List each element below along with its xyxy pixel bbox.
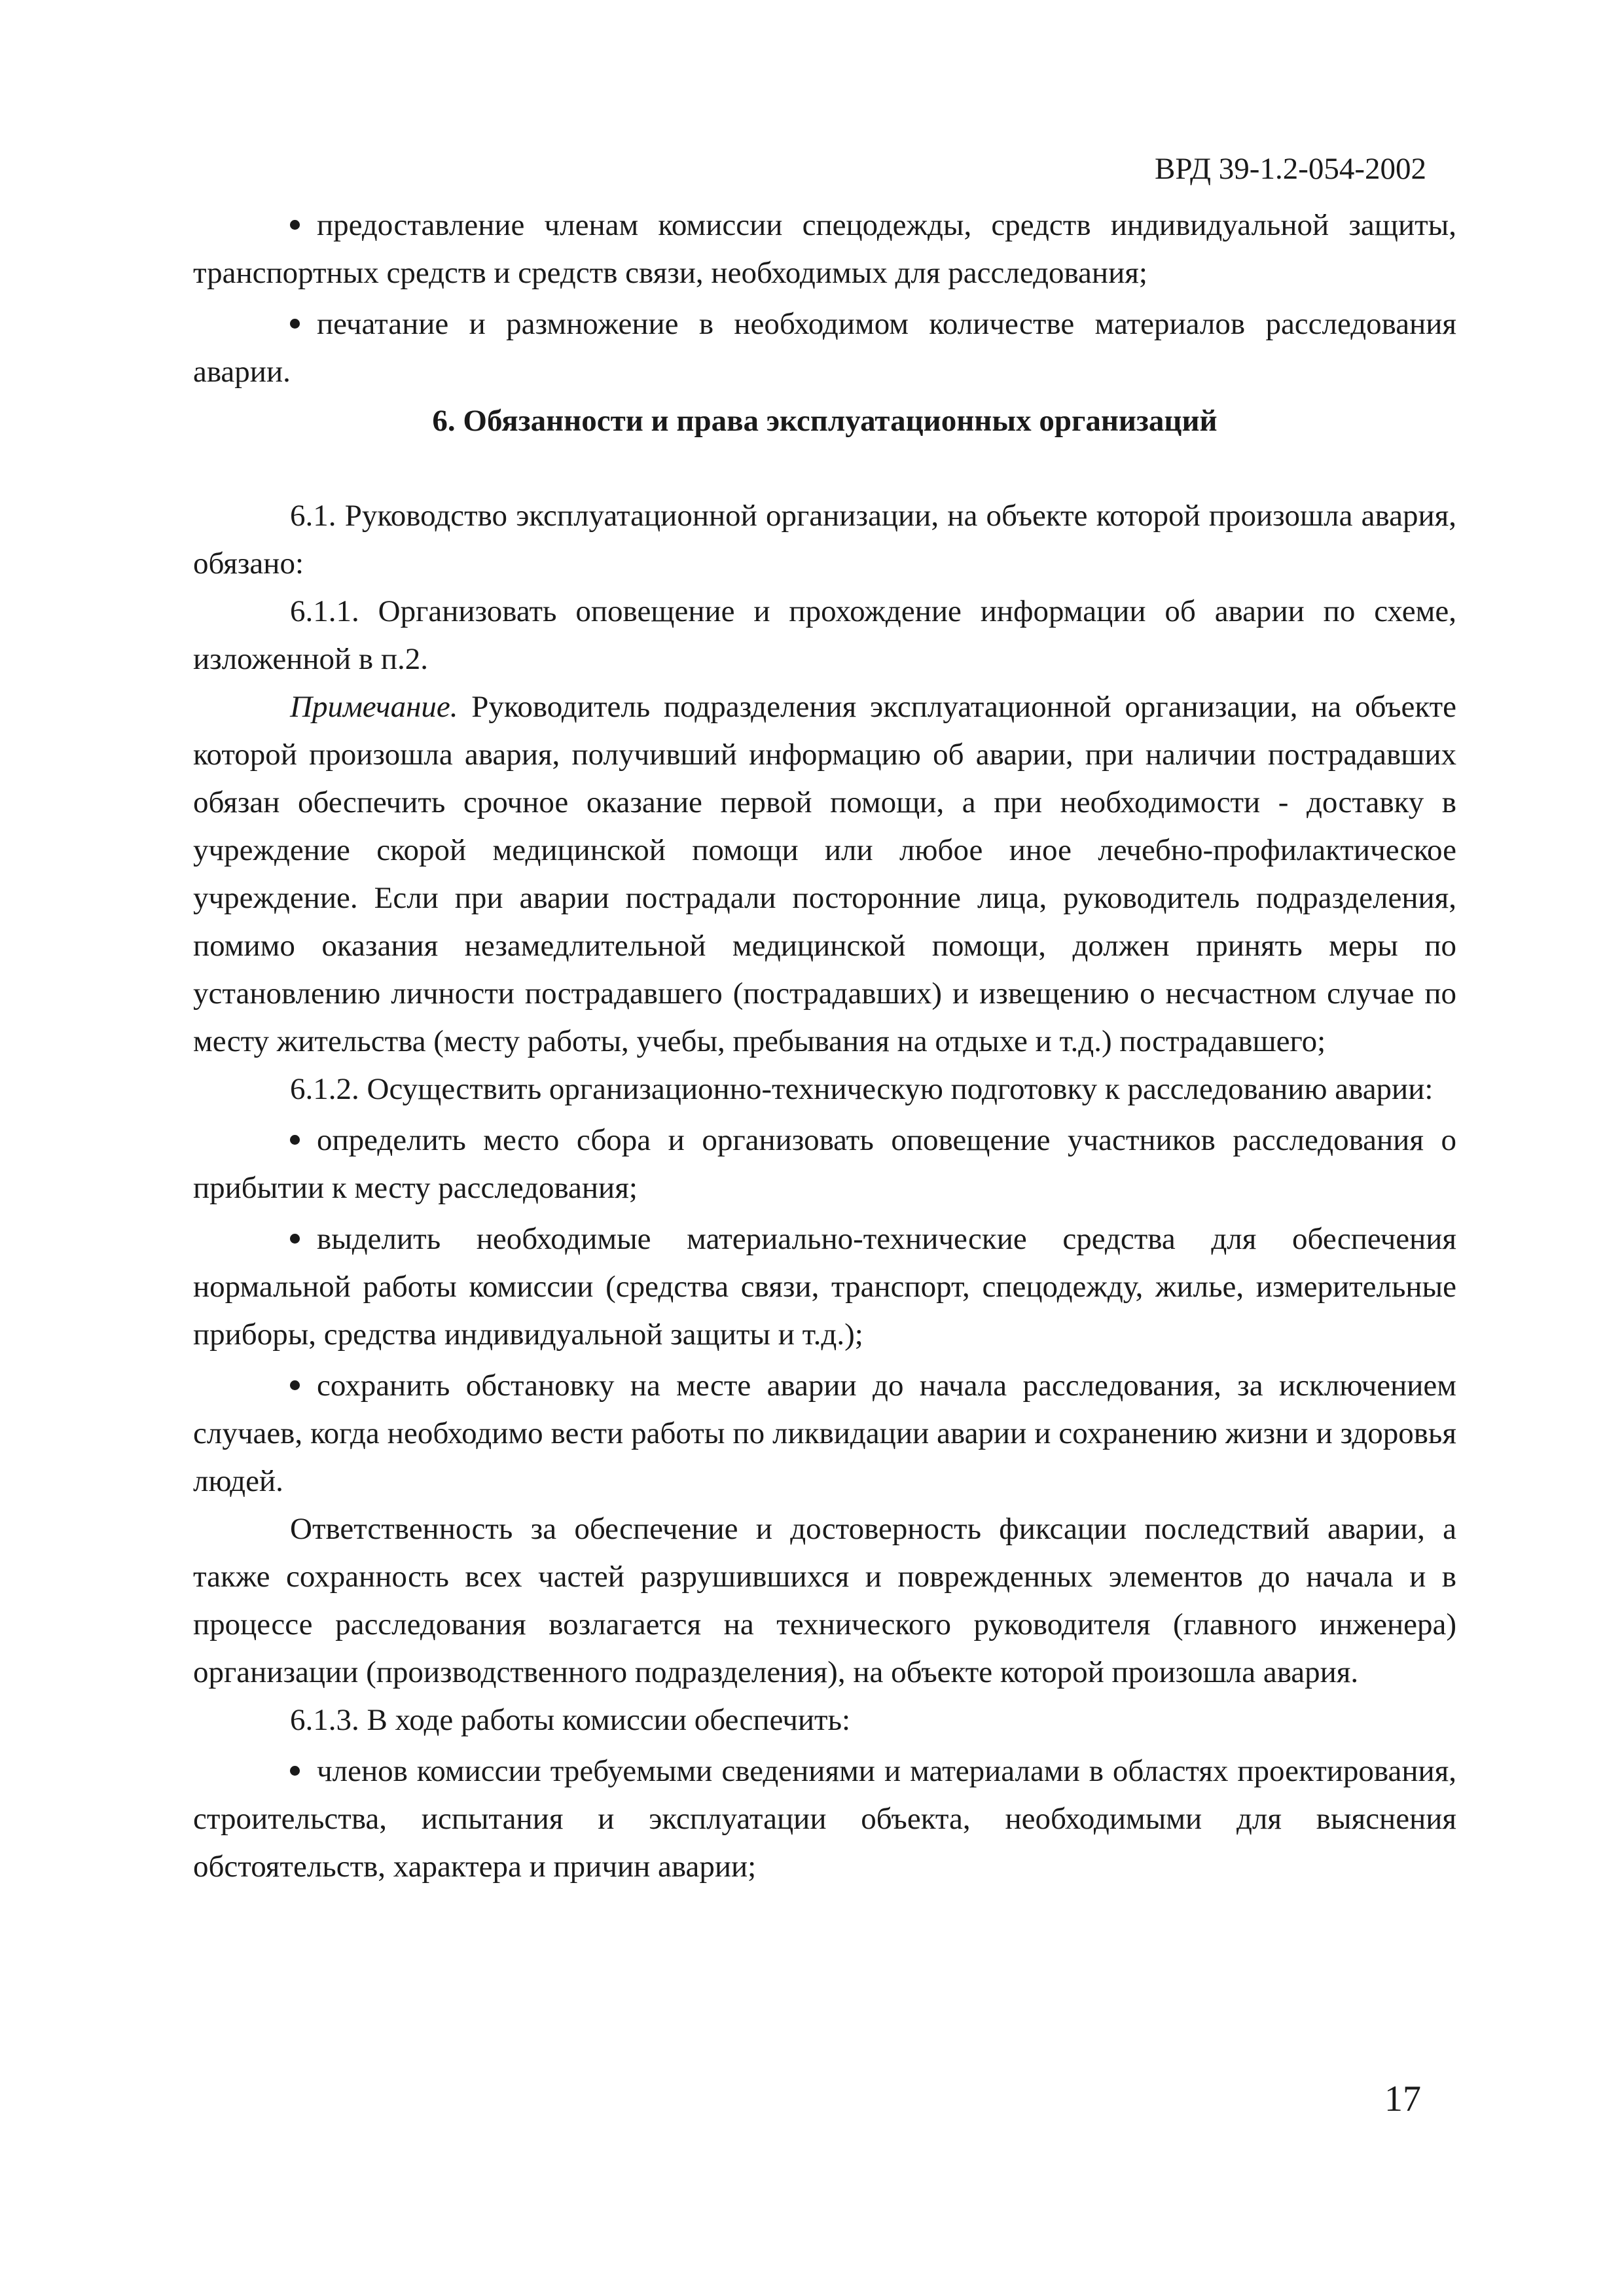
bullet-item xyxy=(193,1215,1456,1359)
paragraph-6-1: 6.1. Руководство эксплуатационной организации, на объекте которой произошла авария, обязано: xyxy=(193,499,1456,581)
bullet-item xyxy=(193,202,1456,297)
bullet-icon xyxy=(290,1766,300,1776)
responsibility-paragraph: Ответственность за обеспечение и достоверность фиксации последствий аварии, а также сохранность всех частей разрушившихся и поврежденных элементов до начала и в процессе расследования возлагается на технического руководителя (главного инженера) организации (производственного подразделения), на объекте которой произошла авария. xyxy=(193,1512,1456,1689)
document-code-header: ВРД 39-1.2-054-2002 xyxy=(1155,152,1426,186)
bullet-item xyxy=(193,1117,1456,1212)
note-text: Руководитель подразделения эксплуатационной организации, на объекте которой произошла авария, получивший информацию об аварии, при наличии пострадавших обязан обеспечить срочное оказание первой помощи, а при необходимости - доставку в учреждение скорой медицинской помощи или любое иное лечебно-профилактическое учреждение. Если при аварии пострадали посторонние лица, руководитель подразделения, помимо оказания незамедлительной медицинской помощи, должен принять меры по установлению личности пострадавшего (пострадавших) и извещению о несчастном случае по месту жительства (месту работы, учебы, пребывания на отдыхе и т.д.) пострадавшего; xyxy=(193,690,1456,1058)
paragraph-6-1-3: 6.1.3. В ходе работы комиссии обеспечить: xyxy=(290,1703,851,1737)
bullet-text: выделить необходимые материально-технические средства для обеспечения нормальной работы комиссии (средства связи, транспорт, спецодежду, жилье, измерительные приборы, средства индивидуальной защиты и т.д.); xyxy=(193,1222,1456,1352)
bullet-text: сохранить обстановку на месте аварии до начала расследования, за исключением случаев, когда необходимо вести работы по ликвидации аварии и сохранению жизни и здоровья людей. xyxy=(193,1369,1456,1498)
note-label: Примечание. xyxy=(290,690,458,724)
bullet-text: печатание и размножение в необходимом количестве материалов расследования аварии. xyxy=(193,307,1456,389)
bullet-icon xyxy=(290,1234,300,1244)
bullet-text: предоставление членам комиссии спецодежды, средств индивидуальной защиты, транспортных средств и средств связи, необходимых для расследования; xyxy=(193,208,1456,290)
bullet-item xyxy=(193,300,1456,396)
note-paragraph xyxy=(193,683,1456,1066)
bullet-text: определить место сбора и организовать оповещение участников расследования о прибытии к месту расследования; xyxy=(193,1123,1456,1205)
section-heading: 6. Обязанности и права эксплуатационных организаций xyxy=(432,404,1218,438)
page-number: 17 xyxy=(1384,2079,1421,2119)
document-body xyxy=(193,198,1456,1891)
paragraph-6-1-2: 6.1.2. Осуществить организационно-техническую подготовку к расследованию аварии: xyxy=(290,1072,1434,1106)
bullet-item xyxy=(193,1362,1456,1505)
bullet-icon xyxy=(290,220,300,230)
bullet-icon xyxy=(290,1380,300,1390)
bullet-icon xyxy=(290,319,300,329)
bullet-text: членов комиссии требуемыми сведениями и материалами в областях проектирования, строительства, испытания и эксплуатации объекта, необходимыми для выяснения обстоятельств, характера и причин аварии; xyxy=(193,1754,1456,1884)
bullet-icon xyxy=(290,1135,300,1145)
paragraph-6-1-1: 6.1.1. Организовать оповещение и прохождение информации об аварии по схеме, изложенной в п.2. xyxy=(193,594,1456,676)
bullet-item xyxy=(193,1748,1456,1891)
